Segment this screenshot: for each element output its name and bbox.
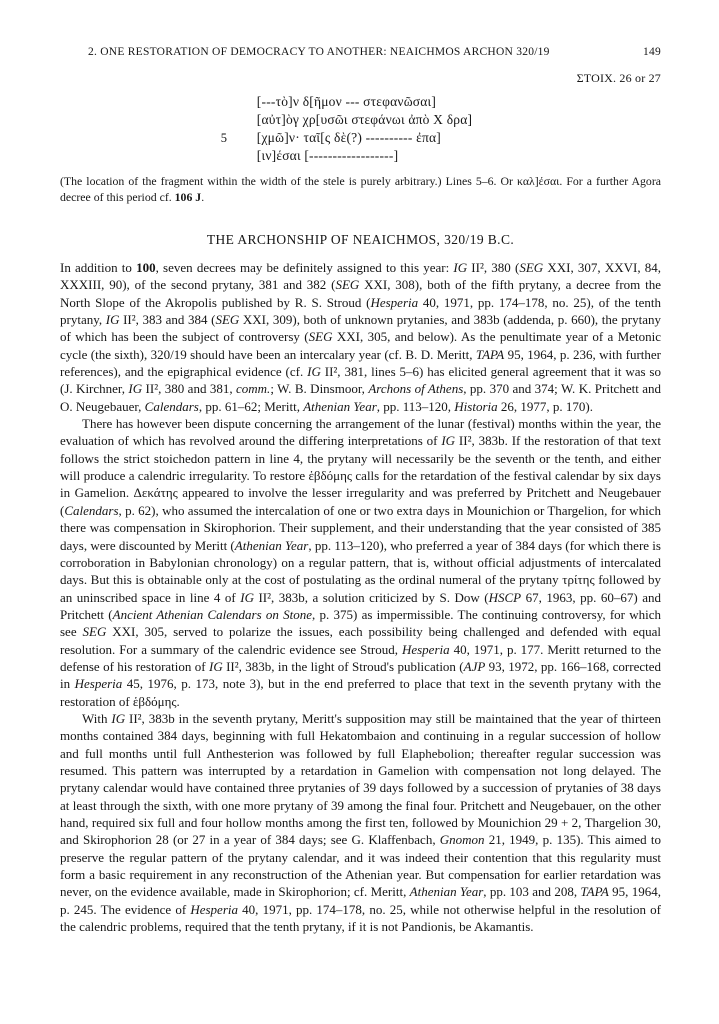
inscription-line xyxy=(221,129,472,147)
italic-text: Calendars xyxy=(64,502,119,518)
text-run: II², 383b. If the restoration of that text follows the strict stoichedon pattern in line 4, the prytany will necessarily be the seventh or the tenth, and either will produce a calendric irregularity. To restore ἑβδόμης calls for the retardation of the festival calendar by six days in Gamelion. Δεκάτης appeared to involve the lesser irregularity and was preferred by Pritchett and Neugebauer ( xyxy=(60,433,661,518)
italic-text: IG xyxy=(240,589,254,605)
inscription-line-text: [χμῶ]ν· ταῖ[ς δὲ(?) ---------- ἐπα] xyxy=(256,130,441,145)
inscription-line-text: [ιν]έσαι [------------------] xyxy=(256,148,399,163)
text-run: 40, 1971, pp. 174–178, no. 25, while not otherwise helpful in the resolution of the calendric problems, required that the tenth prytany, if it is not Pandionis, be Akamantis. xyxy=(60,901,661,935)
inscription-line-text: [αὐτ]ὸγ χρ[υσῶι στεφάνωι ἀπὸ Χ δρα] xyxy=(256,112,473,127)
italic-text: IG xyxy=(441,433,456,449)
italic-text: SEG xyxy=(82,624,107,640)
paragraph-1 xyxy=(60,259,661,415)
text-run: 45, 1976, p. 173, note 3), but in the end preferred to place that text in the seventh prytany with the restoration of ἑβδόμης. xyxy=(60,676,661,709)
inscription-line xyxy=(221,111,472,129)
text-run: 26, 1977, p. 170). xyxy=(497,398,593,414)
text-run: II², 383b, a solution criticized by S. Dow ( xyxy=(253,589,489,605)
text-run: 95, 1964, p. 245. The evidence of xyxy=(60,884,661,917)
text-run: XXI, 305, served to polarize the issues, each possibility being challenged and defended with equal resolution. For a summary of the calendric evidence see Stroud, xyxy=(60,624,661,657)
text-run: 40, 1971, p. 177. Meritt returned to the defense of his restoration of xyxy=(60,641,661,674)
text-run: 40, 1971, pp. 174–178, no. 25), of the tenth prytany, xyxy=(60,294,661,328)
text-run: 21, 1949, p. 135). This aimed to preserve the regular pattern of the prytany calendar, and it was indeed their contention that this regularity must form a basic requirement in any reconstruction of the Athenian year. But compensation for earlier retardation was never, on the evidence available, made in Skirophorion; cf. Meritt, xyxy=(60,832,661,900)
stoichedon-note: ΣΤΟΙΧ. 26 or 27 xyxy=(576,71,661,85)
text-run: XXI, 307, XXVI, 84, XXXIII, 90), of the second prytany, 381 and 382 ( xyxy=(60,260,662,293)
italic-text: SEG xyxy=(308,329,333,345)
text-run: In addition to xyxy=(60,260,137,275)
text-run: , pp. 61–62; Meritt, xyxy=(198,398,304,414)
italic-text: IG xyxy=(453,260,468,275)
text-run: , seven decrees may be definitely assigned to this year: xyxy=(155,260,454,275)
text-run: , pp. 113–120, xyxy=(376,398,455,414)
body-paragraphs xyxy=(60,259,661,935)
italic-text: Calendars xyxy=(144,398,199,414)
text-run: II², 383 and 384 ( xyxy=(119,312,216,328)
italic-text: Ancient Athenian Calendars on Stone xyxy=(112,606,313,622)
text-run: , pp. 113–120), who preferred a year of 384 days (for which there is corroboration in Babylonian chronology) on a regular pattern, that is, without official adjustments of intercalated days. But this is obtainable only at the cost of postulating as the ordinal numeral of the prytany τρίτης followed by an uninscribed space in line 4 of xyxy=(60,537,661,605)
italic-text: IG xyxy=(111,710,126,726)
italic-text: IG xyxy=(128,381,143,397)
italic-text: TAPA xyxy=(580,884,609,900)
text-run: (The location of the fragment within the width of the stele is purely arbitrary.) Lines 5–6. Or καλ]έσαι. For a further Agora decree of this period cf. xyxy=(60,174,661,204)
text-run: II², 380 ( xyxy=(467,260,520,275)
italic-text: Hesperia xyxy=(370,294,419,310)
text-run: II², 383b in the seventh prytany, Meritt's supposition may still be maintained that the year of thirteen months contained 384 days, beginning with full Hekatombaion and continuing in a regular succession of hollow and full months until full Anthesterion was followed by full Elaphebolion; thereafter regular succession was resumed. This pattern was interrupted by a retardation in Gamelion with compensation not long delayed. The prytany calendar would have contained three prytanies of 39 days followed by a succession of prytanies of 38 days at least through the sixth, with one more prytany of 39 among the final four. Pritchett and Neugebauer, on the other hand, required six full and four hollow months among the first ten, followed by Mounichion 29 + 2, Thargelion 30, and Skirophorion 28 (or 27 in a year of 384 days; see G. Klaffenbach, xyxy=(60,710,661,848)
italic-text: Hesperia xyxy=(190,901,238,917)
inscription-block xyxy=(221,93,472,165)
running-header xyxy=(88,46,661,58)
text-run: . xyxy=(201,189,205,204)
inscription-line xyxy=(221,93,472,111)
italic-text: AJP xyxy=(463,658,486,674)
text-run: 67, 1963, pp. 60–67) and Pritchett ( xyxy=(60,589,661,622)
italic-text: Hesperia xyxy=(74,676,123,692)
text-run: With xyxy=(82,710,112,726)
running-header-title: 2. ONE RESTORATION OF DEMOCRACY TO ANOTHER: NEAICHMOS ARCHON 320/19 xyxy=(88,46,550,58)
italic-text: IG xyxy=(307,364,321,380)
paragraph-2 xyxy=(60,415,661,710)
italic-text: Athenian Year xyxy=(409,884,484,900)
italic-text: SEG xyxy=(215,312,240,328)
text-run: XXI, 305, and below). As the penultimate year of a Metonic cycle (the sixth), 320/19 should have been an intercalary year (cf. B. D. Meritt, xyxy=(60,329,662,362)
text-run: II², 381, lines 5–6) has elicited general agreement that it was so (J. Kirchner, xyxy=(60,364,661,397)
text-run: 93, 1972, pp. 166–168, corrected in xyxy=(60,658,661,692)
page-number: 149 xyxy=(643,46,661,58)
italic-text: IG xyxy=(105,312,120,328)
text-run: 95, 1964, p. 236, with further references), and the epigraphical evidence (cf. xyxy=(60,346,661,380)
italic-text: TAPA xyxy=(475,346,505,362)
text-run: XXI, 309), both of unknown prytanies, and 383b (addenda, p. 660), the prytany of which has been the subject of controversy ( xyxy=(60,312,662,345)
apparatus-note xyxy=(60,174,661,205)
italic-text: comm. xyxy=(236,381,271,397)
inscription-line-text: [---τὸ]ν δ[ῆμον --- στεφανῶσαι] xyxy=(256,94,437,109)
italic-text: SEG xyxy=(519,260,544,275)
italic-text: Archons of Athens xyxy=(368,381,464,397)
section-heading: THE ARCHONSHIP OF NEAICHMOS, 320/19 B.C. xyxy=(206,232,515,247)
text-run: , p. 62), who assumed the intercalation of one or two extra days in Mounichion or Thargelion, for which there was compensation in Skirophorion. Their supplement, and their understanding that the year consisted of 385 days, were discounted by Meritt ( xyxy=(60,502,661,553)
bold-text: 100 xyxy=(136,260,156,275)
text-run: , pp. 103 and 208, xyxy=(483,884,581,900)
paragraph-3 xyxy=(60,710,661,935)
text-run: II², 383b, in the light of Stroud's publication ( xyxy=(222,658,464,674)
inscription-line-number: 5 xyxy=(220,131,228,145)
italic-text: SEG xyxy=(335,277,360,293)
italic-text: Hesperia xyxy=(401,641,450,657)
text-run: II², 380 and 381, xyxy=(142,381,237,397)
text-run: , p. 375) as impermissible. The continuing controversy, for which see xyxy=(60,606,661,640)
italic-text: IG xyxy=(208,658,223,674)
text-run: , pp. 370 and 374; W. K. Pritchett and O. Neugebauer, xyxy=(60,381,661,414)
bold-text: 106 J xyxy=(174,189,202,204)
italic-text: Athenian Year xyxy=(234,537,309,553)
text-run: XXI, 308), both of the fifth prytany, a decree from the North Slope of the Akropolis published by R. S. Stroud ( xyxy=(60,277,661,310)
italic-text: Athenian Year xyxy=(303,398,377,414)
text-run: There has however been dispute concerning the arrangement of the lunar (festival) months within the year, the evaluation of which has revolved around the differing interpretations of xyxy=(60,416,661,449)
italic-text: Historia xyxy=(454,398,498,414)
italic-text: HSCP xyxy=(488,589,522,605)
italic-text: Gnomon xyxy=(439,832,485,848)
text-run: ; W. B. Dinsmoor, xyxy=(270,381,369,397)
inscription-line xyxy=(221,147,472,165)
